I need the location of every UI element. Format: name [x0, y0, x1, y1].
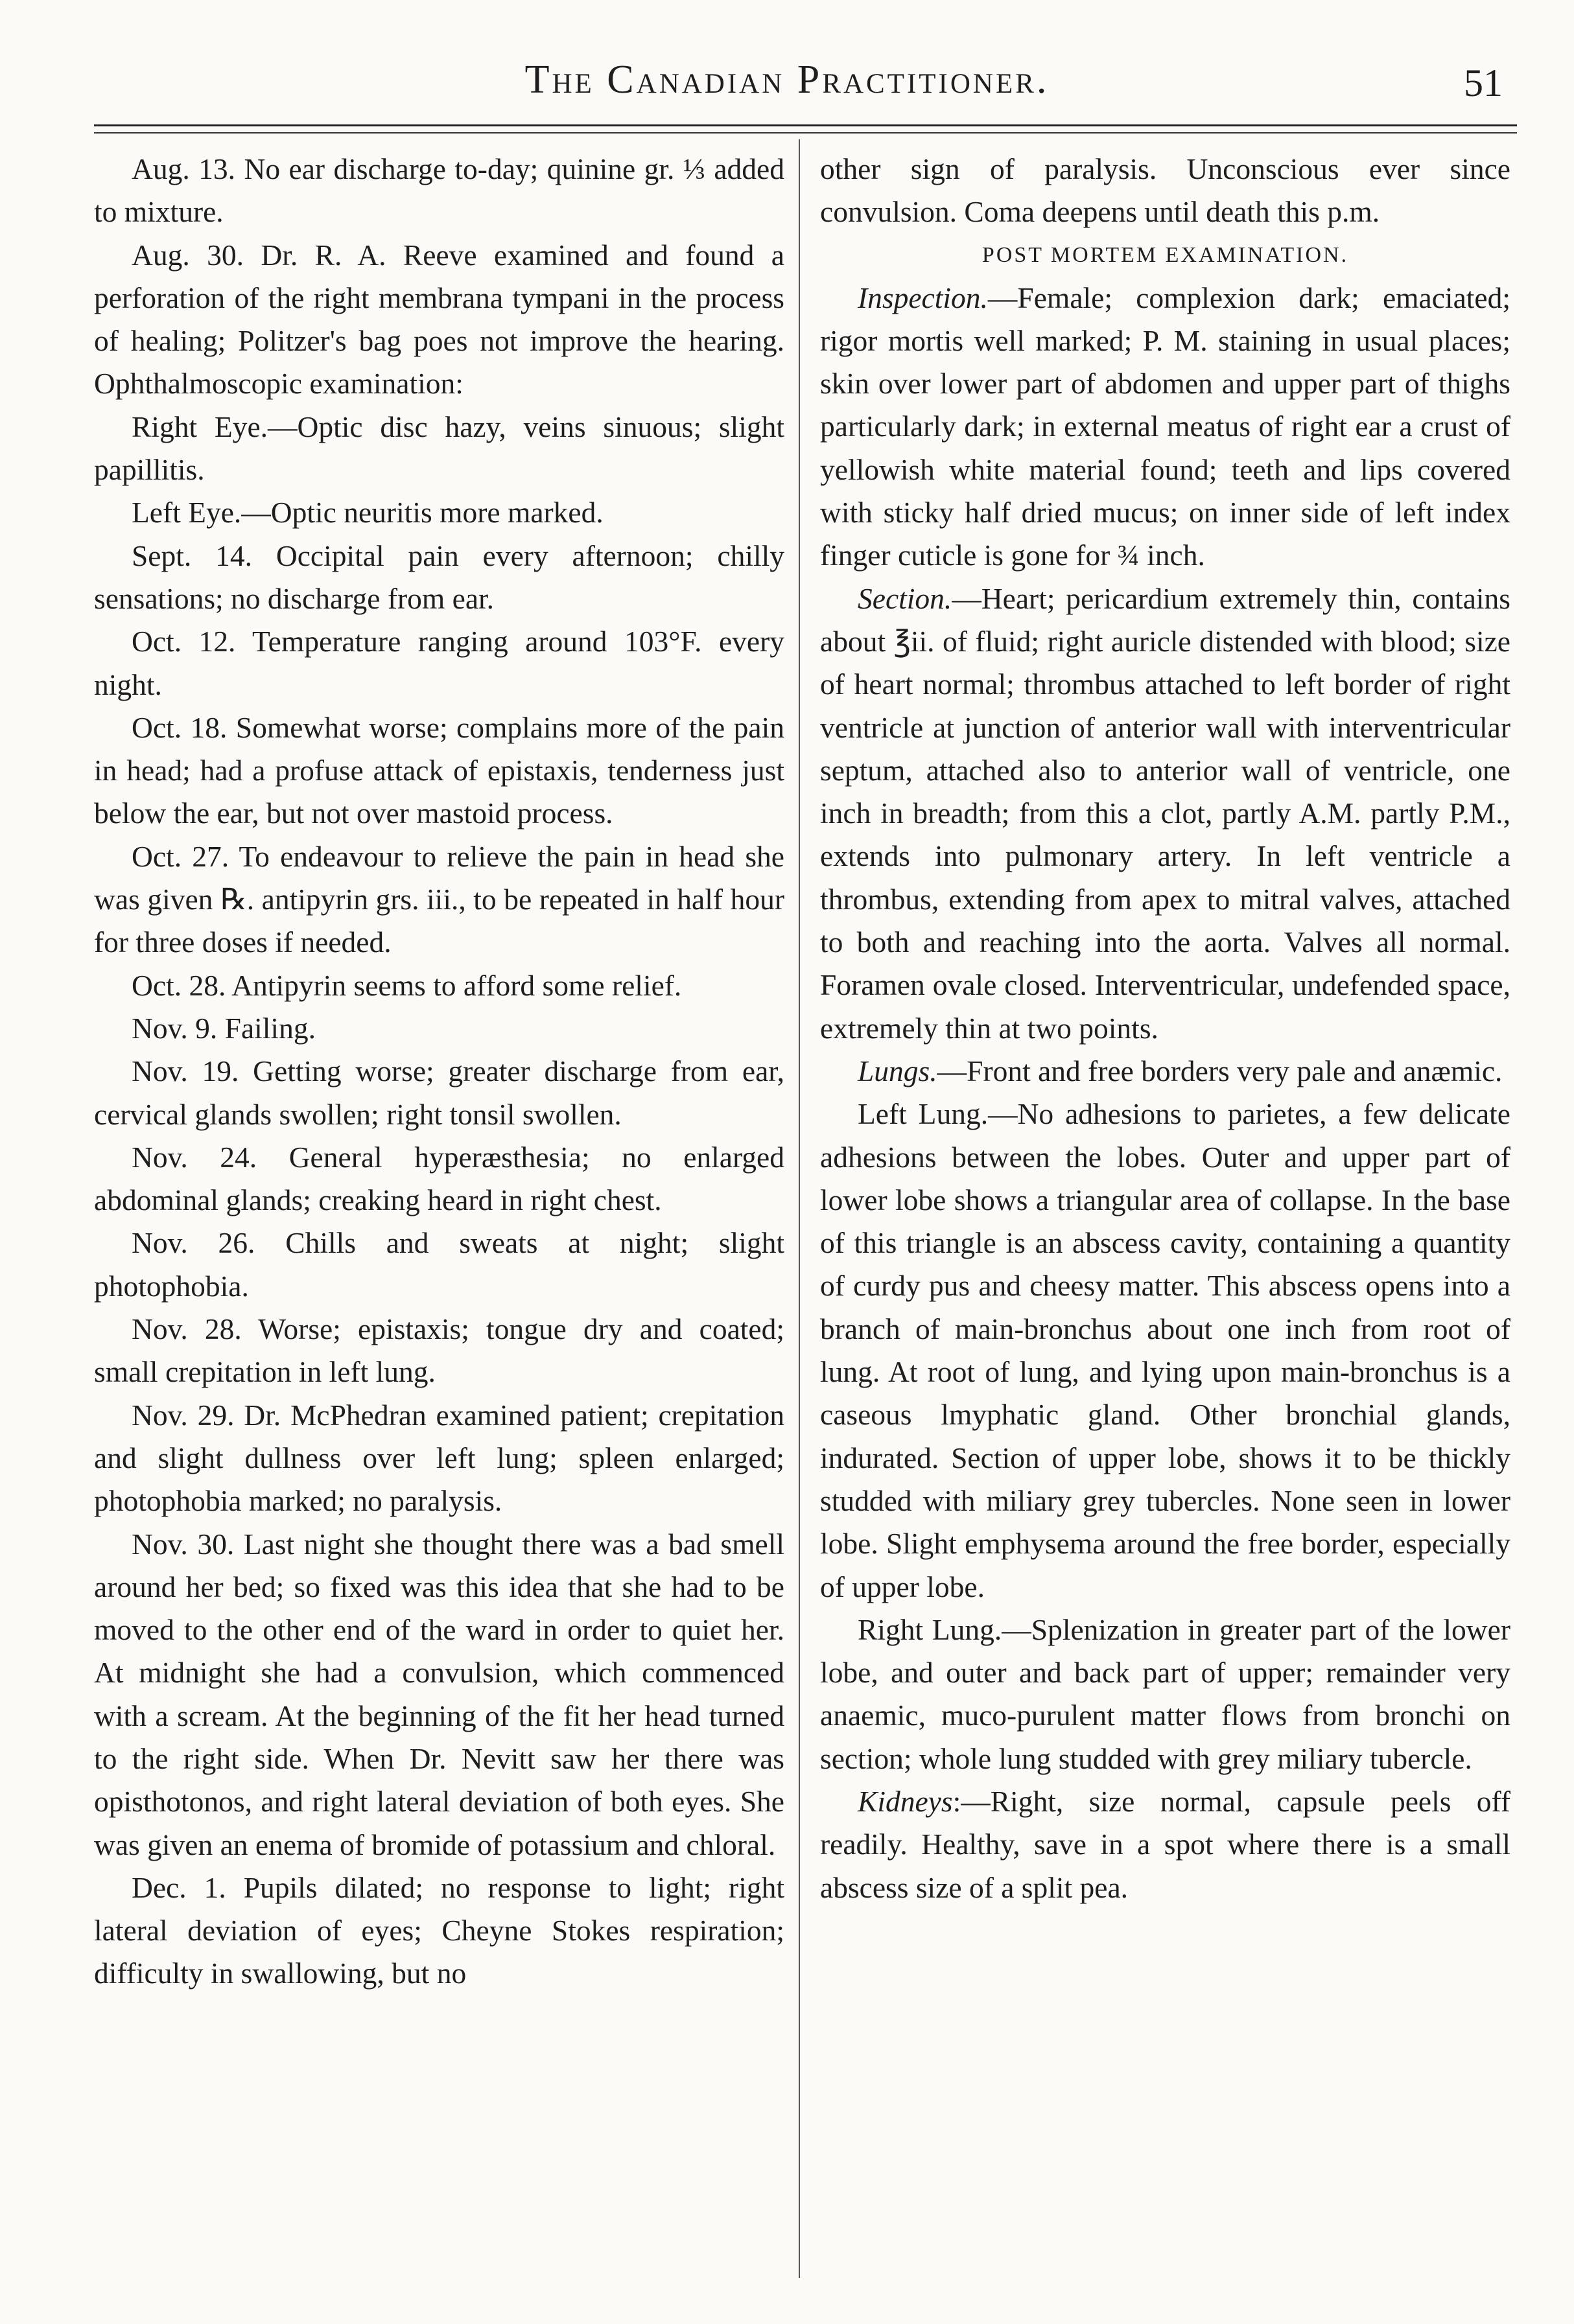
section-paragraph: [820, 577, 1510, 1050]
entry-dec-1: Dec. 1. Pupils dilated; no response to light; right lateral deviation of eyes; Cheyne Stokes respiration; difficulty in swallowing, but no: [94, 1870, 784, 1990]
inspection-text: —Female; complexion dark; emaciated; rigor mortis well marked; P. M. staining in usual places; skin over lower part of abdomen and upper part of thighs particularly dark; in external meatus of right ear a crust of yellowish white material found; teeth and lips covered with sticky half dried mucus; on inner side of left index finger cuticle is gone for ¾ inch.: [820, 281, 1510, 572]
section-heading: POST MORTEM EXAMINATION.: [981, 242, 1349, 267]
header-rule-thick: [94, 124, 1517, 126]
entry-aug-13: Aug. 13. No ear discharge to-day; quinine gr. ⅓ added to mixture.: [94, 152, 784, 229]
running-title: The Canadian Practitioner.: [524, 58, 1050, 102]
section-text: —Heart; pericardium extremely thin, contains about ℥ii. of fluid; right auricle distended with blood; size of heart normal; thrombus attached to left border of right ventricle at junction of anterior wall with interventricular septum, attached also to anterior wall of ventricle, one inch in breadth; from this a clot, partly A.M. partly P.M., extends into pulmonary artery. In left ventricle a thrombus, extending from apex to mitral valves, attached to both and reaching into the aorta. Valves all normal. Foramen ovale closed. Interventricular, undefended space, extremely thin at two points.: [820, 581, 1510, 1045]
lungs-label: Lungs.: [858, 1054, 937, 1087]
kidneys-label: Kidneys: [858, 1784, 953, 1818]
lungs-paragraph: [820, 1050, 1510, 1093]
column-divider: [799, 139, 800, 2278]
continuation-text: other sign of paralysis. Unconscious ever since convulsion. Coma deepens until death this p.m.: [820, 152, 1510, 229]
left-column: [94, 148, 784, 1995]
entry-oct-18: Oct. 18. Somewhat worse; complains more of the pain in head; had a profuse attack of epistaxis, tenderness just below the ear, but not over mastoid process.: [94, 710, 784, 830]
entry-aug-30: Aug. 30. Dr. R. A. Reeve examined and found a perforation of the right membrana tympani in the process of healing; Politzer's bag poes not improve the hearing. Ophthalmoscopic examination:: [94, 238, 784, 401]
left-lung-paragraph: Left Lung.—No adhesions to parietes, a few delicate adhesions between the lobes. Outer and upper part of lower lobe shows a triangular area of collapse. In the base of this triangle is an abscess cavity, containing a quantity of curdy pus and cheesy matter. This abscess opens into a branch of main-bronchus about one inch from root of lung. At root of lung, and lying upon main-bronchus is a caseous lmyphatic gland. Other bronchial glands, indurated. Section of upper lobe, shows it to be thickly studded with miliary grey tubercles. None seen in lower lobe. Slight emphysema around the free border, especially of upper lobe.: [820, 1097, 1510, 1603]
entry-left-eye: Left Eye.—Optic neuritis more marked.: [132, 496, 604, 529]
right-lung-paragraph: Right Lung.—Splenization in greater part of the lower lobe, and outer and back part of upper; remainder very anaemic, muco-purulent matter flows from bronchi on section; whole lung studded with grey miliary tubercle.: [820, 1612, 1510, 1775]
entry-oct-27: Oct. 27. To endeavour to relieve the pain in head she was given ℞. antipyrin grs. iii., to be repeated in half hour for three doses if needed.: [94, 839, 784, 959]
entry-nov-9: Nov. 9. Failing.: [132, 1011, 316, 1045]
entry-oct-28: Oct. 28. Antipyrin seems to afford some relief.: [132, 968, 682, 1002]
entry-nov-19: Nov. 19. Getting worse; greater discharge from ear, cervical glands swollen; right tonsil swollen.: [94, 1054, 784, 1131]
header-rule-thin: [94, 132, 1517, 134]
page-header: [0, 57, 1574, 115]
inspection-paragraph: [820, 277, 1510, 577]
entry-nov-30: Nov. 30. Last night she thought there was a bad smell around her bed; so fixed was this idea that she had to be moved to the other end of the ward in order to quiet her. At midnight she had a convulsion, which commenced with a scream. At the beginning of the fit her head turned to the right side. When Dr. Nevitt saw her there was opisthotonos, and right lateral deviation of both eyes. She was given an enema of bromide of potassium and chloral.: [94, 1527, 784, 1861]
lungs-text: —Front and free borders very pale and anæmic.: [937, 1054, 1503, 1087]
entry-oct-12: Oct. 12. Temperature ranging around 103°F. every night.: [94, 625, 784, 701]
entry-right-eye: Right Eye.—Optic disc hazy, veins sinuous; slight papillitis.: [94, 410, 784, 487]
kidneys-paragraph: [820, 1780, 1510, 1909]
entry-nov-29: Nov. 29. Dr. McPhedran examined patient; crepitation and slight dullness over left lung; spleen enlarged; photophobia marked; no paralysis.: [94, 1398, 784, 1518]
entry-nov-28: Nov. 28. Worse; epistaxis; tongue dry and coated; small crepitation in left lung.: [94, 1312, 784, 1389]
right-column: [820, 148, 1510, 1909]
kidneys-text: :—Right, size normal, capsule peels off readily. Healthy, save in a spot where there is a small abscess size of a split pea.: [820, 1784, 1510, 1904]
entry-nov-24: Nov. 24. General hyperæsthesia; no enlarged abdominal glands; creaking heard in right chest.: [94, 1140, 784, 1217]
entry-nov-26: Nov. 26. Chills and sweats at night; slight photophobia.: [94, 1226, 784, 1303]
section-label: Section.: [858, 581, 952, 615]
entry-sept-14: Sept. 14. Occipital pain every afternoon; chilly sensations; no discharge from ear.: [94, 539, 784, 615]
page-number: 51: [1464, 62, 1503, 104]
inspection-label: Inspection.: [858, 281, 988, 314]
